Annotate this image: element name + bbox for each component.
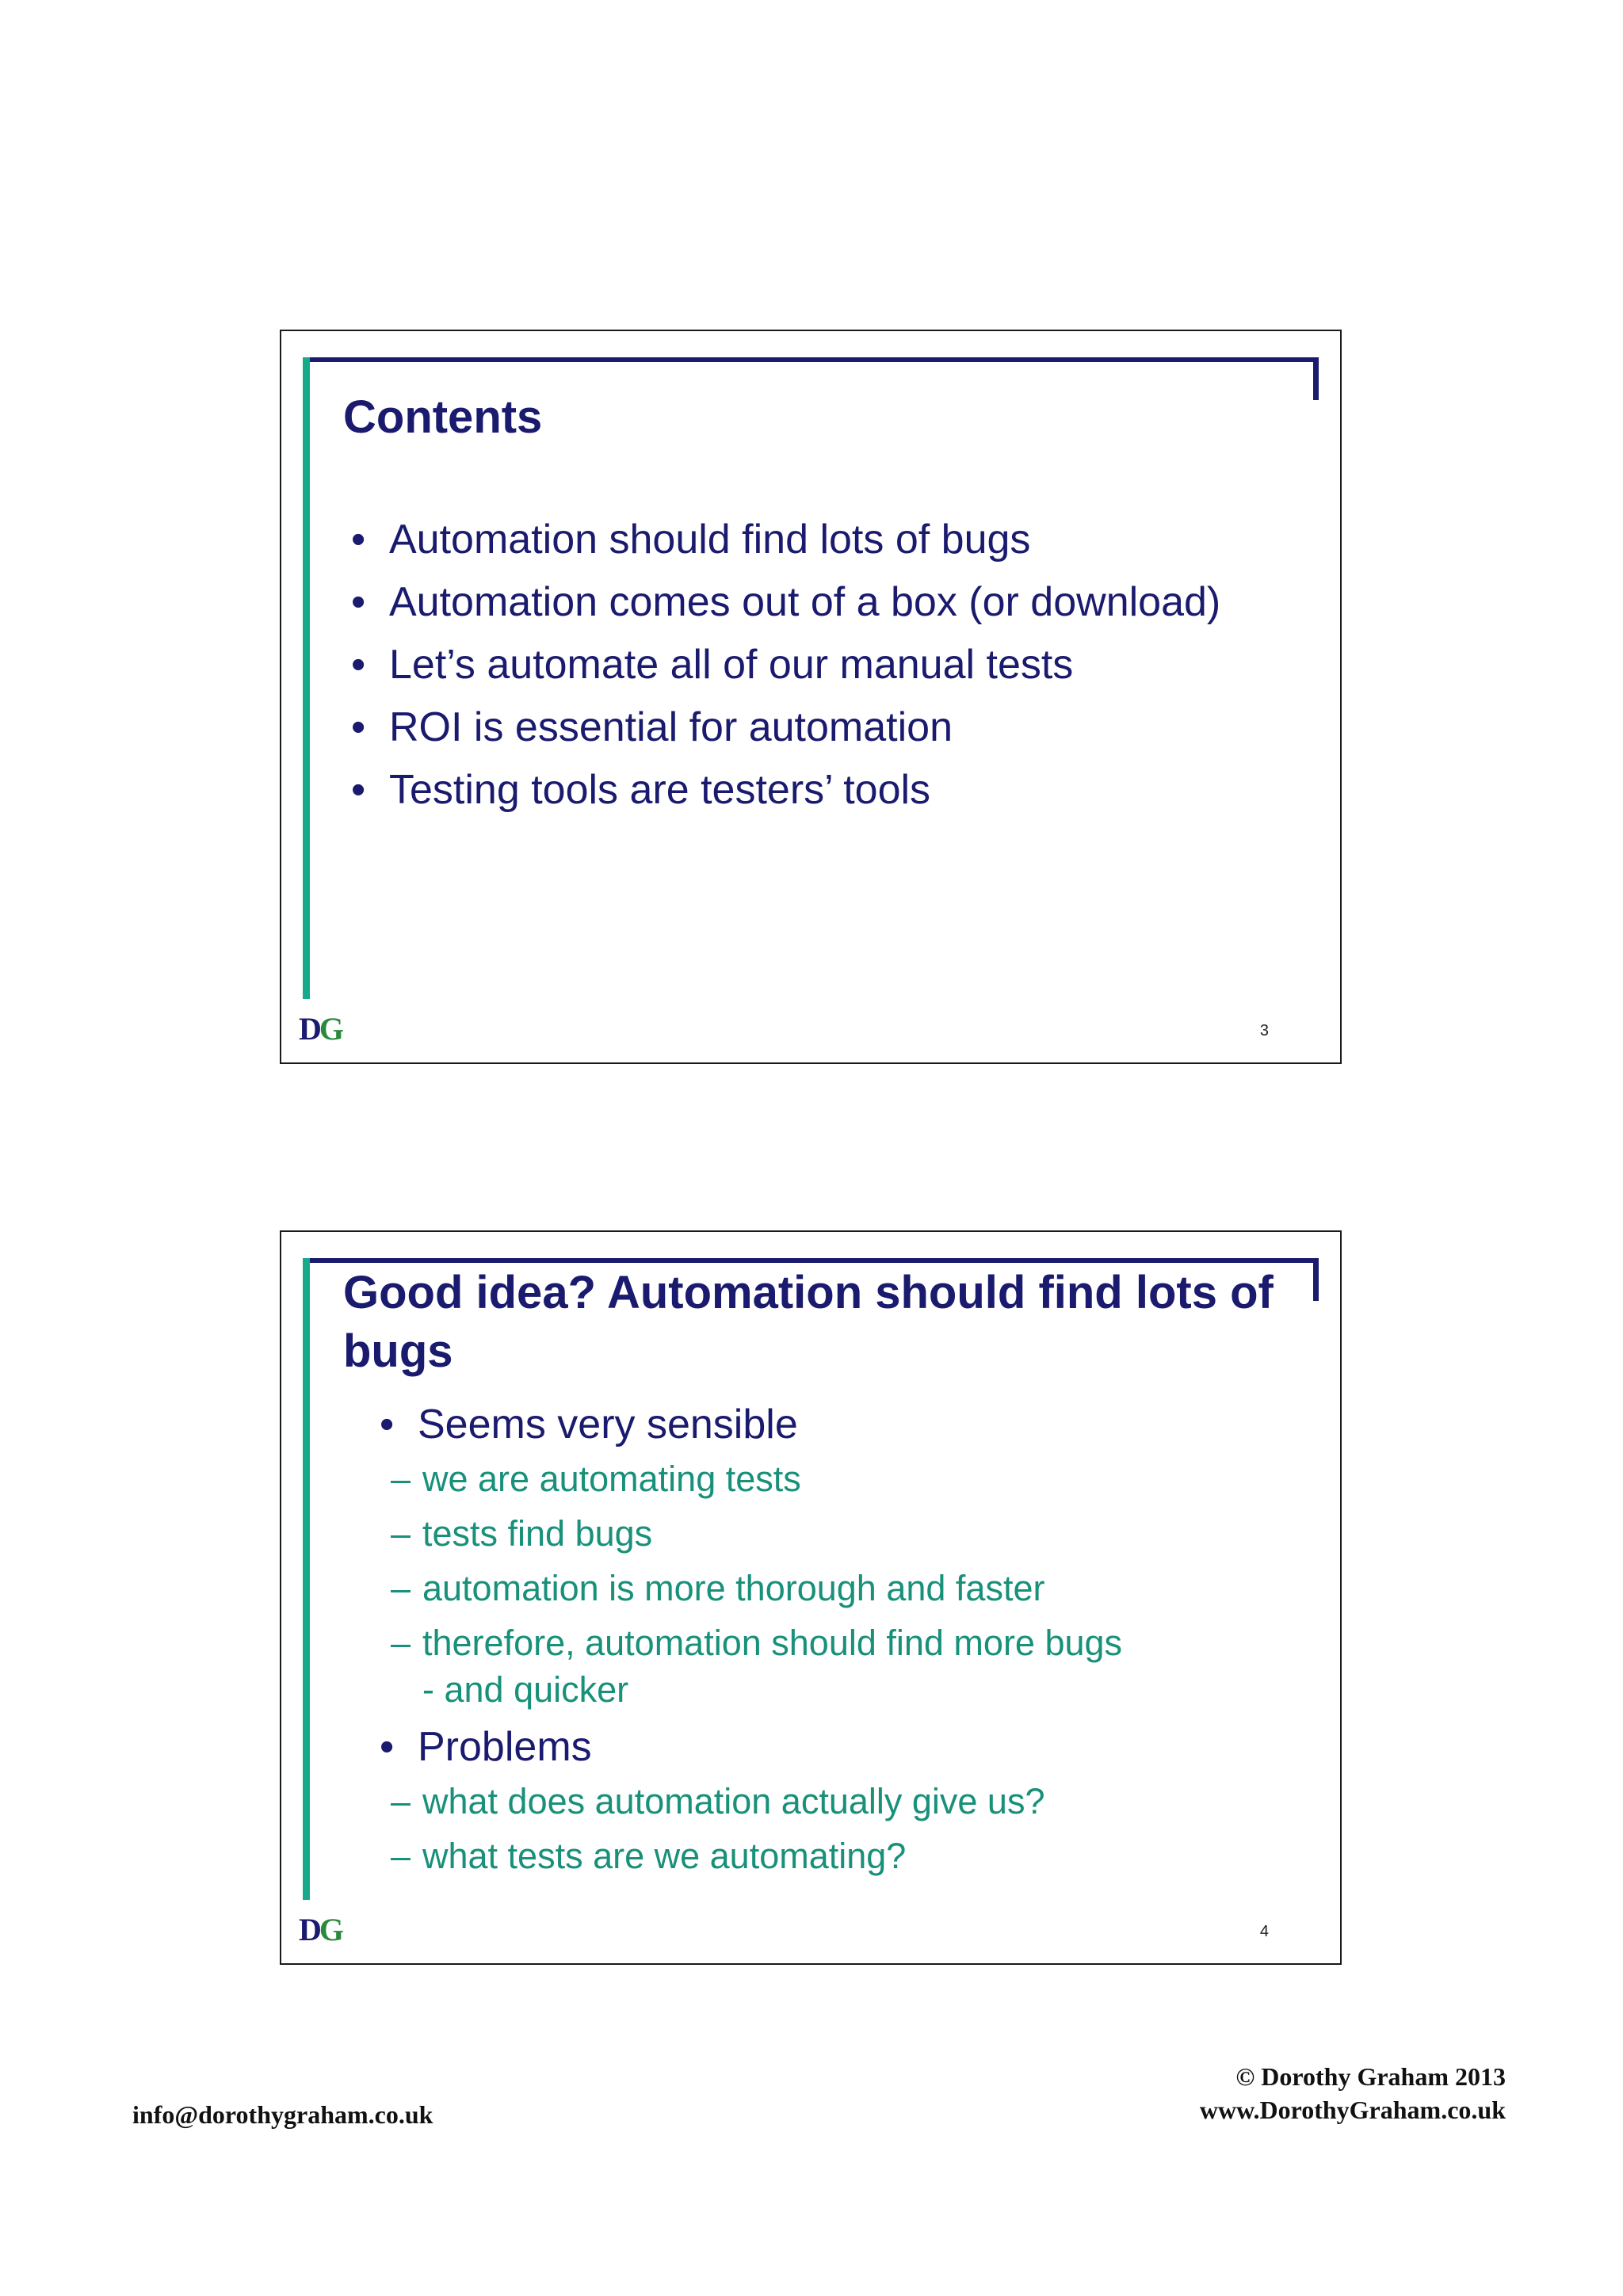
slide-top-accent-bar — [310, 1258, 1319, 1263]
slide-title: Contents — [343, 391, 543, 443]
sub-item: – what tests are we automating? — [391, 1833, 1308, 1879]
sub-item: – what does automation actually give us? — [391, 1778, 1308, 1825]
sub-item-text: therefore, automation should find more bugs — [422, 1623, 1123, 1663]
bullet-list — [380, 1398, 1308, 1887]
slide-page-number: 4 — [1259, 1923, 1269, 1940]
slide-left-accent-bar — [303, 1258, 310, 1900]
slide-top-accent-bar — [310, 357, 1319, 362]
sub-list — [380, 1455, 1308, 1713]
bullet-item: • Automation should find lots of bugs — [351, 513, 1308, 566]
slide-contents — [280, 330, 1342, 1064]
bullet-item: • Testing tools are testers’ tools — [351, 764, 1308, 816]
bullet-item: • ROI is essential for automation — [351, 701, 1308, 753]
footer-website: www.DorothyGraham.co.uk — [1199, 2096, 1506, 2124]
bullet-item: • Problems — [380, 1721, 1308, 1773]
bullet-item: • Automation comes out of a box (or download) — [351, 576, 1308, 628]
sub-list — [380, 1778, 1308, 1879]
slide-title: Good idea? Automation should find lots of bugs — [343, 1267, 1274, 1377]
slide-good-idea — [280, 1230, 1342, 1965]
sub-item-continuation: - and quicker — [422, 1669, 629, 1710]
bullet-item: • Let’s automate all of our manual tests — [351, 639, 1308, 691]
footer-copyright-block — [1200, 2060, 1506, 2126]
slide-left-accent-bar — [303, 357, 310, 999]
slide-right-accent-bar — [1313, 1258, 1319, 1301]
sub-item: – tests find bugs — [391, 1510, 1308, 1557]
slide-right-accent-bar — [1313, 357, 1319, 400]
sub-item — [391, 1619, 1308, 1713]
sub-list-container — [380, 1455, 1308, 1713]
sub-list-container — [380, 1778, 1308, 1879]
dg-logo: DG — [299, 1912, 342, 1947]
footer-email: info@dorothygraham.co.uk — [132, 2100, 433, 2129]
footer-copyright: © Dorothy Graham 2013 — [1235, 2062, 1506, 2091]
slide-page-number: 3 — [1259, 1022, 1269, 1039]
sub-item: – automation is more thorough and faster — [391, 1565, 1308, 1611]
dg-logo: DG — [299, 1011, 342, 1047]
sub-item: – we are automating tests — [391, 1455, 1308, 1502]
bullet-item: • Seems very sensible — [380, 1398, 1308, 1451]
bullet-list — [351, 513, 1308, 826]
